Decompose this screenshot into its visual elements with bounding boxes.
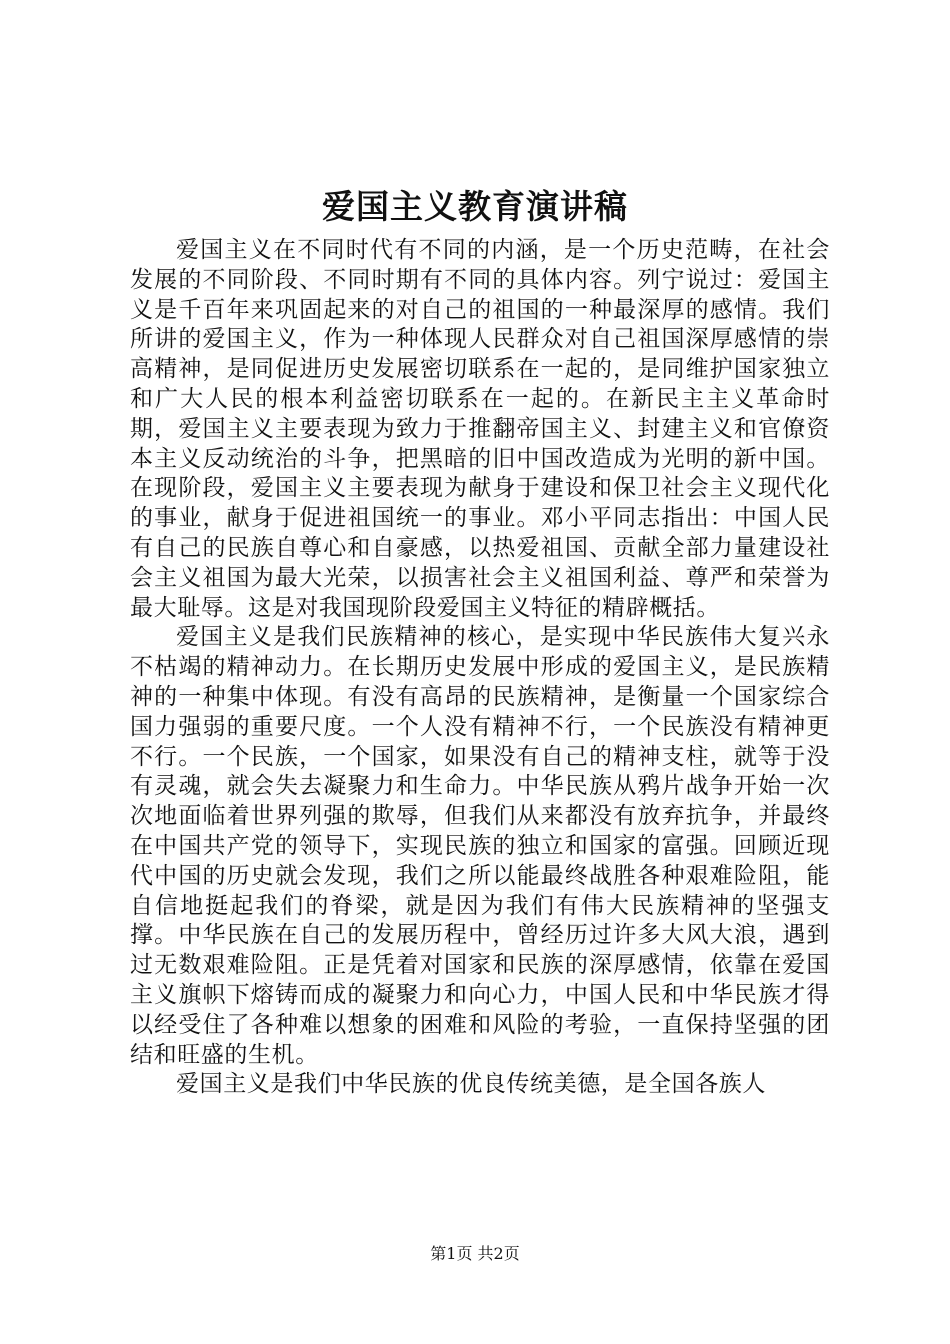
document-body: [130, 236, 830, 1100]
paragraph: 爱国主义在不同时代有不同的内涵，是一个历史范畴，在社会发展的不同阶段、不同时期有不同的具体内容。列宁说过：爱国主义是千百年来巩固起来的对自己的祖国的一种最深厚的感情。我们所讲的爱国主义，作为一种体现人民群众对自己祖国深厚感情的崇高精神，是同促进历史发展密切联系在一起的，是同维护国家独立和广大人民的根本利益密切联系在一起的。在新民主主义革命时期，爱国主义主要表现为致力于推翻帝国主义、封建主义和官僚资本主义反动统治的斗争，把黑暗的旧中国改造成为光明的新中国。在现阶段，爱国主义主要表现为献身于建设和保卫社会主义现代化的事业，献身于促进祖国统一的事业。邓小平同志指出：中国人民有自己的民族自尊心和自豪感，以热爱祖国、贡献全部力量建设社会主义祖国为最大光荣，以损害社会主义祖国利益、尊严和荣誉为最大耻辱。这是对我国现阶段爱国主义特征的精辟概括。: [130, 237, 830, 621]
paragraph: 爱国主义是我们中华民族的优良传统美德，是全国各族人: [176, 1071, 766, 1098]
document-title: 爱国主义教育演讲稿: [322, 187, 628, 226]
page-number-footer: 第1页 共2页: [430, 1244, 520, 1263]
paragraph: 爱国主义是我们民族精神的核心，是实现中华民族伟大复兴永不枯竭的精神动力。在长期历史发展中形成的爱国主义，是民族精神的一种集中体现。有没有高昂的民族精神，是衡量一个国家综合国力强弱的重要尺度。一个人没有精神不行，一个民族没有精神更不行。一个民族，一个国家，如果没有自己的精神支柱，就等于没有灵魂，就会失去凝聚力和生命力。中华民族从鸦片战争开始一次次地面临着世界列强的欺辱，但我们从来都没有放弃抗争，并最终在中国共产党的领导下，实现民族的独立和国家的富强。回顾近现代中国的历史就会发现，我们之所以能最终战胜各种艰难险阻，能自信地挺起我们的脊梁，就是因为我们有伟大民族精神的坚强支撑。中华民族在自己的发展历程中，曾经历过许多大风大浪，遇到过无数艰难险阻。正是凭着对国家和民族的深厚感情，依靠在爱国主义旗帜下熔铸而成的凝聚力和向心力，中国人民和中华民族才得以经受住了各种难以想象的困难和风险的考验，一直保持坚强的团结和旺盛的生机。: [130, 624, 830, 1068]
